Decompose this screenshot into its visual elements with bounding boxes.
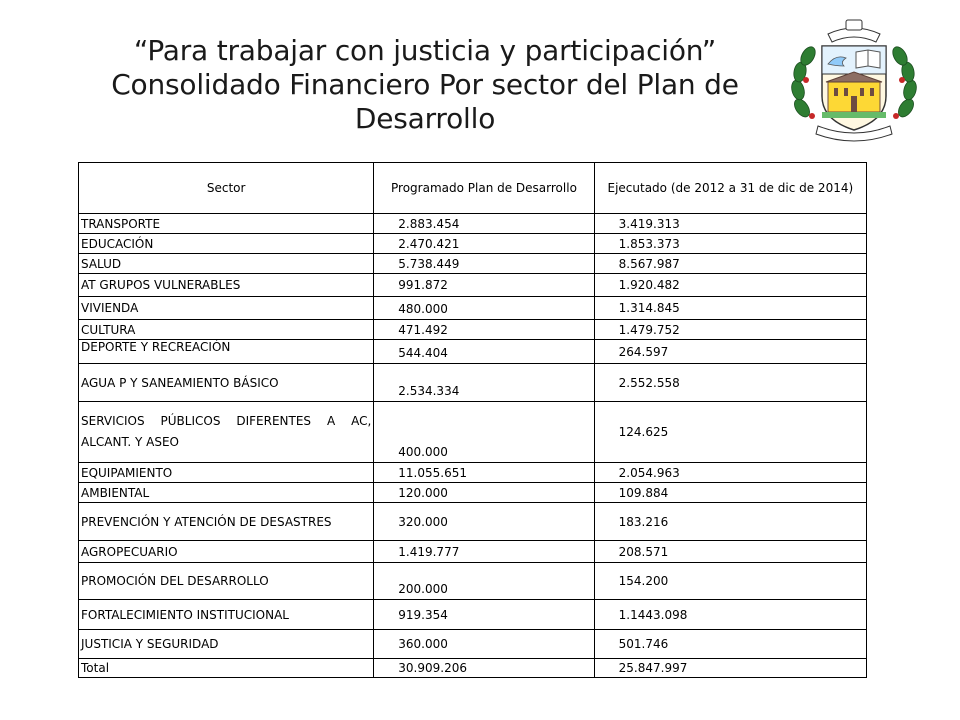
table-row: [79, 402, 867, 463]
header-ejecutado: Ejecutado (de 2012 a 31 de dic de 2014): [594, 163, 866, 214]
table-row: [79, 463, 867, 483]
cell-programado: 544.404: [374, 340, 594, 364]
table-row: [79, 234, 867, 254]
cell-programado: 5.738.449: [374, 254, 594, 274]
cell-ejecutado: 1.1443.098: [594, 600, 866, 630]
cell-sector: AMBIENTAL: [79, 483, 374, 503]
cell-programado: 919.354: [374, 600, 594, 630]
cell-sector: PROMOCIÓN DEL DESARROLLO: [79, 563, 374, 600]
cell-sector: AGROPECUARIO: [79, 541, 374, 563]
table-row: [79, 254, 867, 274]
table-row: [79, 340, 867, 364]
cell-sector: FORTALECIMIENTO INSTITUCIONAL: [79, 600, 374, 630]
municipal-coat-of-arms-icon: [788, 16, 920, 142]
cell-sector: PREVENCIÓN Y ATENCIÓN DE DESASTRES: [79, 503, 374, 541]
table-header-row: [79, 163, 867, 214]
cell-ejecutado: 8.567.987: [594, 254, 866, 274]
table-row: [79, 214, 867, 234]
table-row: [79, 563, 867, 600]
cell-sector: CULTURA: [79, 320, 374, 340]
cell-sector: EQUIPAMIENTO: [79, 463, 374, 483]
cell-programado: 2.470.421: [374, 234, 594, 254]
cell-sector: SERVICIOS PÚBLICOS DIFERENTES A AC, ALCANT. Y ASEO: [79, 402, 374, 463]
table-row: [79, 297, 867, 320]
cell-sector: TRANSPORTE: [79, 214, 374, 234]
header-programado: Programado Plan de Desarrollo: [374, 163, 594, 214]
cell-programado: 1.419.777: [374, 541, 594, 563]
cell-ejecutado: 3.419.313: [594, 214, 866, 234]
cell-programado: 2.883.454: [374, 214, 594, 234]
cell-ejecutado: 1.314.845: [594, 297, 866, 320]
cell-ejecutado-total: 25.847.997: [594, 659, 866, 678]
cell-ejecutado: 2.552.558: [594, 364, 866, 402]
table-row: [79, 483, 867, 503]
slide-title: [100, 34, 750, 136]
cell-ejecutado: 264.597: [594, 340, 866, 364]
cell-sector: VIVIENDA: [79, 297, 374, 320]
table-row: [79, 630, 867, 659]
table-row: [79, 541, 867, 563]
cell-sector: AT GRUPOS VULNERABLES: [79, 274, 374, 297]
header-sector: Sector: [79, 163, 374, 214]
table-row: [79, 364, 867, 402]
cell-programado-total: 30.909.206: [374, 659, 594, 678]
table-row: [79, 600, 867, 630]
cell-ejecutado: 1.479.752: [594, 320, 866, 340]
table-total-row: [79, 659, 867, 678]
financial-table: [78, 162, 867, 678]
cell-ejecutado: 1.853.373: [594, 234, 866, 254]
cell-programado: 480.000: [374, 297, 594, 320]
cell-programado: 2.534.334: [374, 364, 594, 402]
cell-programado: 11.055.651: [374, 463, 594, 483]
table-row: [79, 503, 867, 541]
cell-ejecutado: 183.216: [594, 503, 866, 541]
cell-programado: 471.492: [374, 320, 594, 340]
cell-programado: 120.000: [374, 483, 594, 503]
cell-ejecutado: 1.920.482: [594, 274, 866, 297]
cell-programado: 320.000: [374, 503, 594, 541]
cell-ejecutado: 501.746: [594, 630, 866, 659]
cell-ejecutado: 154.200: [594, 563, 866, 600]
cell-ejecutado: 2.054.963: [594, 463, 866, 483]
cell-programado: 400.000: [374, 402, 594, 463]
cell-sector: DEPORTE Y RECREACIÓN: [79, 340, 374, 364]
cell-sector: SALUD: [79, 254, 374, 274]
title-line-2: Consolidado Financiero Por sector del Plan de: [111, 68, 739, 101]
cell-sector: EDUCACIÓN: [79, 234, 374, 254]
cell-sector: AGUA P Y SANEAMIENTO BÁSICO: [79, 364, 374, 402]
table-row: [79, 320, 867, 340]
cell-programado: 200.000: [374, 563, 594, 600]
table-row: [79, 274, 867, 297]
cell-sector: JUSTICIA Y SEGURIDAD: [79, 630, 374, 659]
cell-ejecutado: 109.884: [594, 483, 866, 503]
title-line-3: Desarrollo: [354, 102, 496, 135]
cell-programado: 991.872: [374, 274, 594, 297]
cell-programado: 360.000: [374, 630, 594, 659]
title-line-1: “Para trabajar con justicia y participación”: [133, 34, 717, 67]
cell-ejecutado: 124.625: [594, 402, 866, 463]
cell-sector-total: Total: [79, 659, 374, 678]
cell-ejecutado: 208.571: [594, 541, 866, 563]
